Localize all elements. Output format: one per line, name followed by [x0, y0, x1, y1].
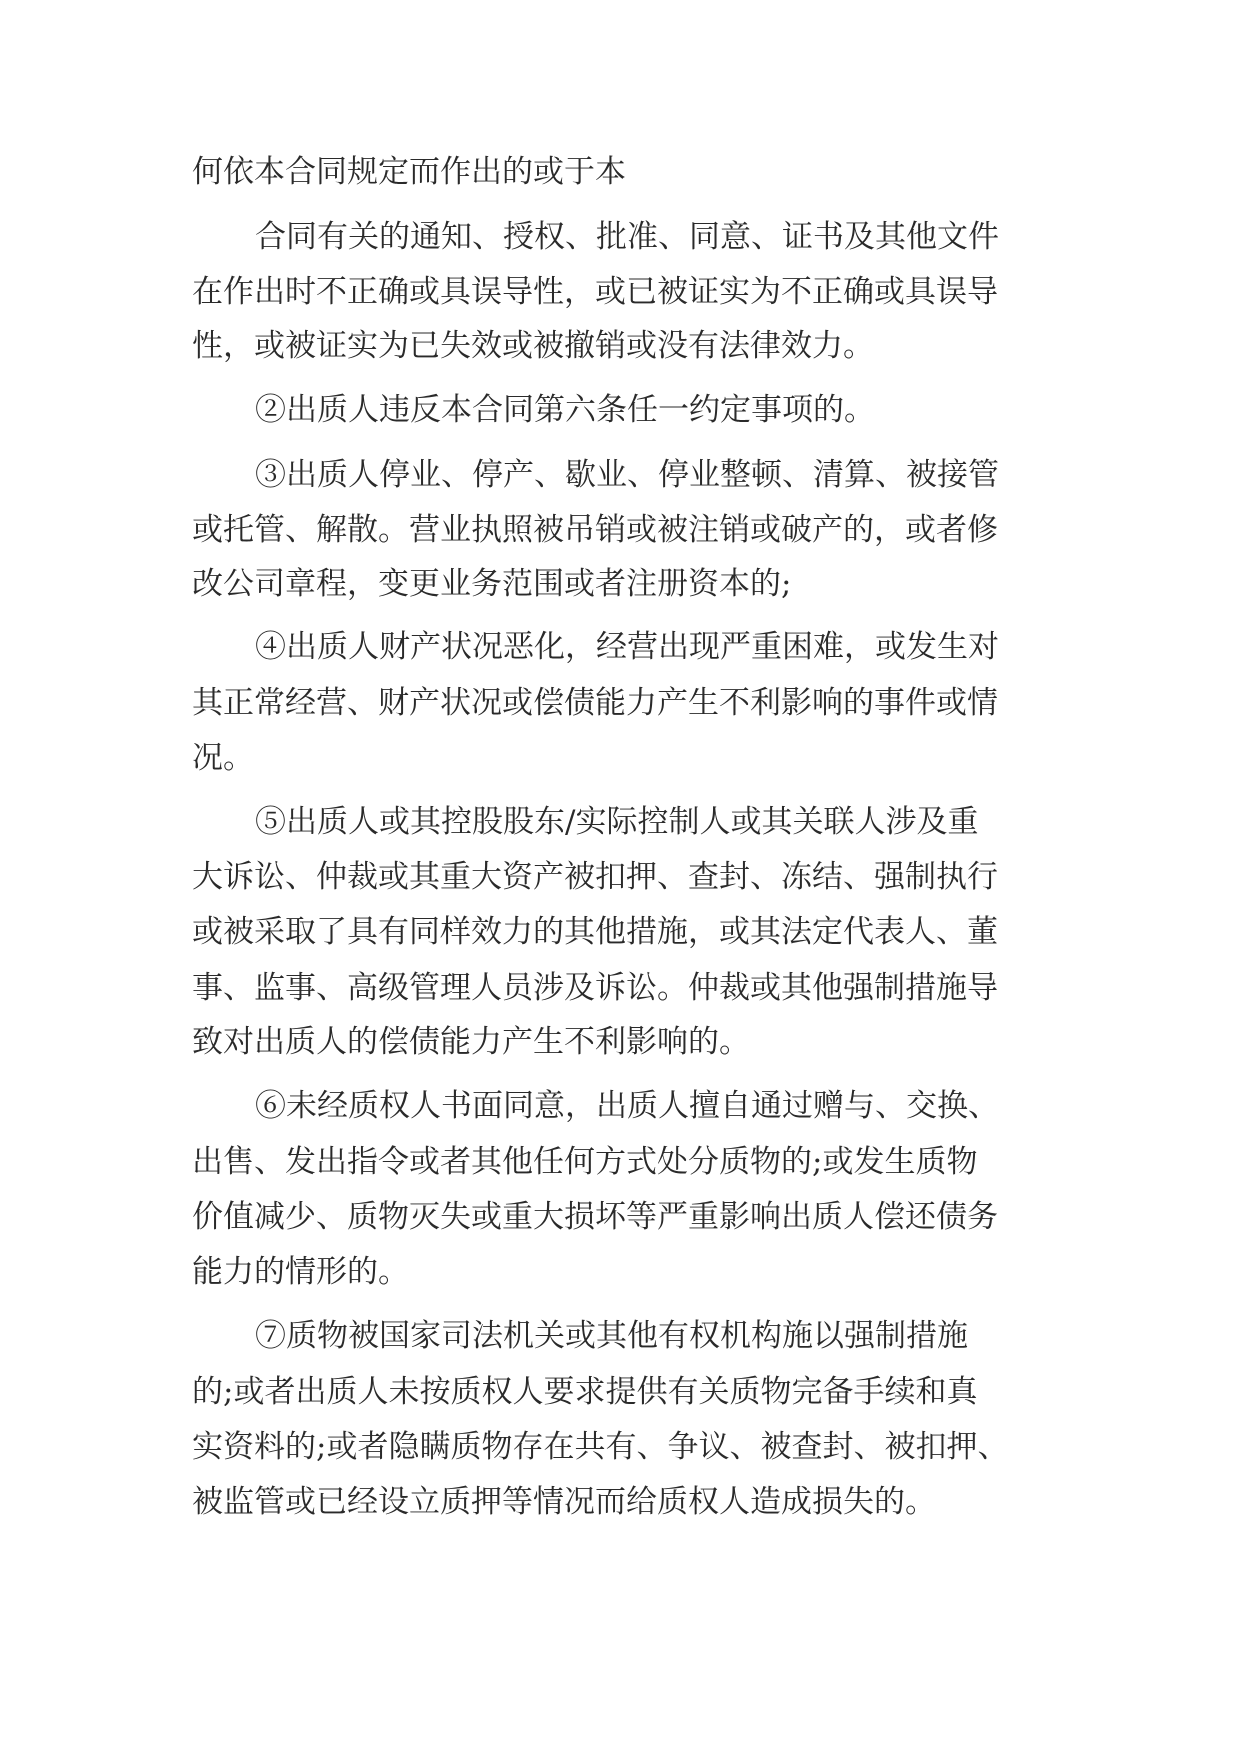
text-line: 实资料的;或者隐瞒质物存在共有、争议、被查封、被扣押、 [192, 1429, 1009, 1465]
text-line: ⑥未经质权人书面同意，出质人擅自通过赠与、交换、 [255, 1088, 999, 1124]
text-line: ⑦质物被国家司法机关或其他有权机构施以强制措施 [255, 1318, 968, 1354]
text-line: 性，或被证实为已失效或被撤销或没有法律效力。 [192, 328, 874, 364]
text-line: ③出质人停业、停产、歇业、停业整顿、清算、被接管 [255, 457, 999, 493]
text-line: ②出质人违反本合同第六条任一约定事项的。 [255, 392, 875, 428]
text-line: 或被采取了具有同样效力的其他措施，或其法定代表人、董 [192, 914, 998, 950]
text-line: 或托管、解散。营业执照被吊销或被注销或破产的，或者修 [192, 512, 998, 548]
text-line: 致对出质人的偿债能力产生不利影响的。 [192, 1024, 750, 1060]
text-line: 价值减少、质物灭失或重大损坏等严重影响出质人偿还债务 [192, 1199, 998, 1235]
text-line: ④出质人财产状况恶化，经营出现严重困难，或发生对 [255, 629, 999, 665]
text-line: 出售、发出指令或者其他任何方式处分质物的;或发生质物 [192, 1144, 978, 1180]
text-line: ⑤出质人或其控股股东/实际控制人或其关联人涉及重 [255, 804, 979, 840]
text-line: 况。 [192, 740, 254, 776]
text-line: 的;或者出质人未按质权人要求提供有关质物完备手续和真 [192, 1374, 978, 1410]
text-line: 大诉讼、仲裁或其重大资产被扣押、查封、冻结、强制执行 [192, 859, 998, 895]
text-line: 被监管或已经设立质押等情况而给质权人造成损失的。 [192, 1484, 936, 1520]
text-line: 何依本合同规定而作出的或于本 [192, 154, 626, 190]
text-line: 事、监事、高级管理人员涉及诉讼。仲裁或其他强制措施导 [192, 970, 998, 1006]
text-line: 能力的情形的。 [192, 1254, 409, 1290]
text-line: 在作出时不正确或具误导性，或已被证实为不正确或具误导 [192, 274, 998, 310]
text-line: 合同有关的通知、授权、批准、同意、证书及其他文件 [255, 219, 999, 255]
text-line: 改公司章程，变更业务范围或者注册资本的; [192, 566, 792, 602]
text-line: 其正常经营、财产状况或偿债能力产生不利影响的事件或情 [192, 685, 998, 721]
